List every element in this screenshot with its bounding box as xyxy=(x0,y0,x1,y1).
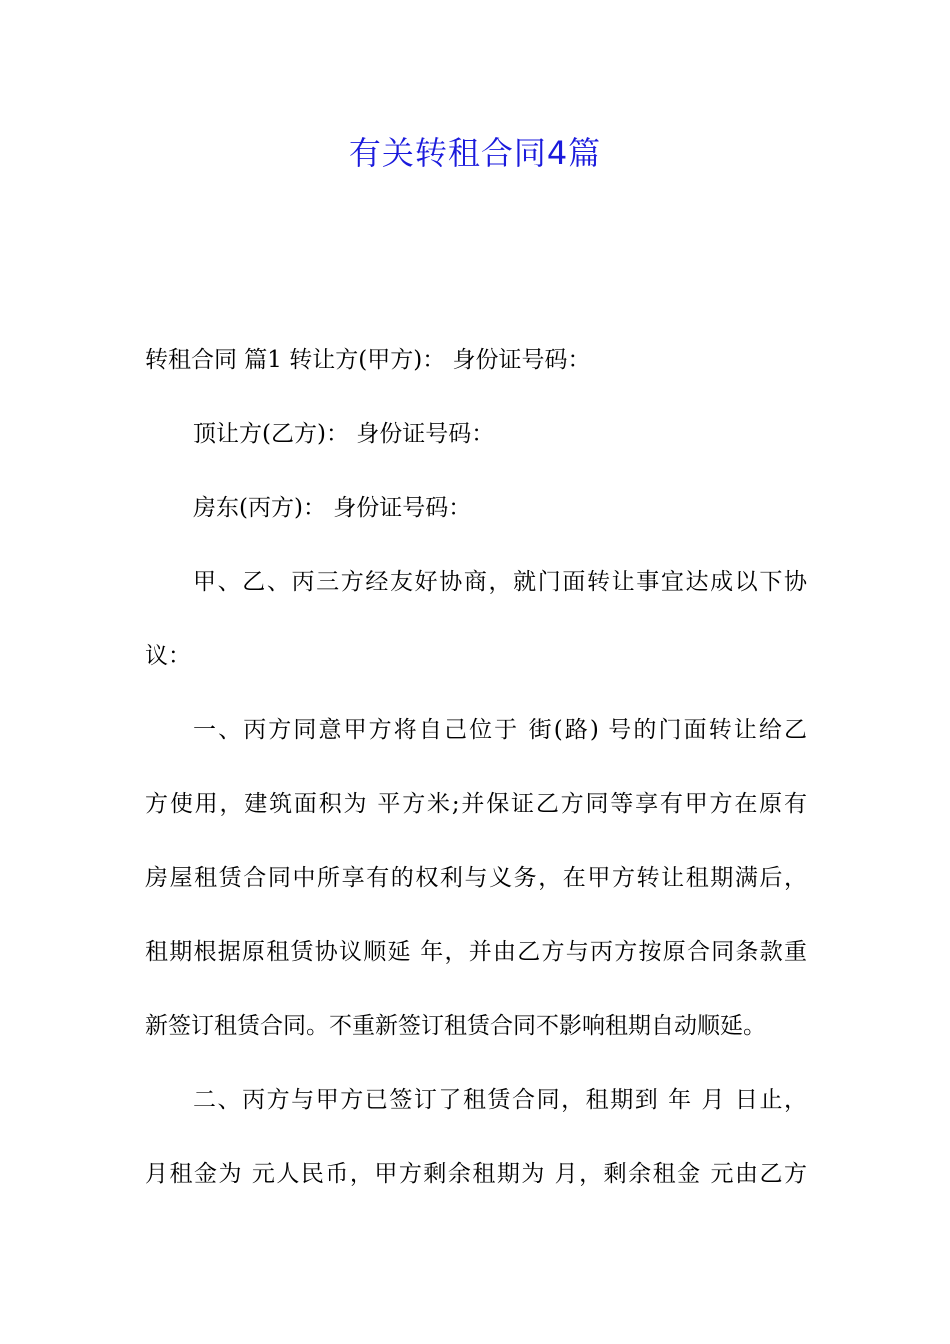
paragraph-line: 月租金为 元人民币，甲方剩余租期为 月，剩余租金 元由乙方 xyxy=(145,1161,807,1187)
paragraph-line: 顶让方(乙方)： 身份证号码： xyxy=(193,421,495,447)
paragraph-line: 议： xyxy=(145,643,191,669)
paragraph-line: 甲、乙、丙三方经友好协商，就门面转让事宜达成以下协 xyxy=(193,569,807,595)
document-body xyxy=(145,323,807,1211)
paragraph-line: 租期根据原租赁协议顺延 年，并由乙方与丙方按原合同条款重 xyxy=(145,939,807,965)
paragraph-line: 转租合同 篇1 转让方(甲方)： 身份证号码： xyxy=(145,347,591,373)
paragraph-line: 方使用，建筑面积为 平方米;并保证乙方同等享有甲方在原有 xyxy=(145,791,807,817)
document-title: 有关转租合同4篇 xyxy=(348,134,602,172)
paragraph-line: 房屋租赁合同中所享有的权利与义务，在甲方转让租期满后， xyxy=(145,865,807,891)
paragraph-line: 新签订租赁合同。不重新签订租赁合同不影响租期自动顺延。 xyxy=(145,1013,766,1039)
paragraph-line: 一、丙方同意甲方将自己位于 街(路) 号的门面转让给乙 xyxy=(193,717,807,743)
paragraph-line: 二、丙方与甲方已签订了租赁合同，租期到 年 月 日止， xyxy=(193,1087,807,1113)
paragraph-line: 房东(丙方)： 身份证号码： xyxy=(193,495,472,521)
